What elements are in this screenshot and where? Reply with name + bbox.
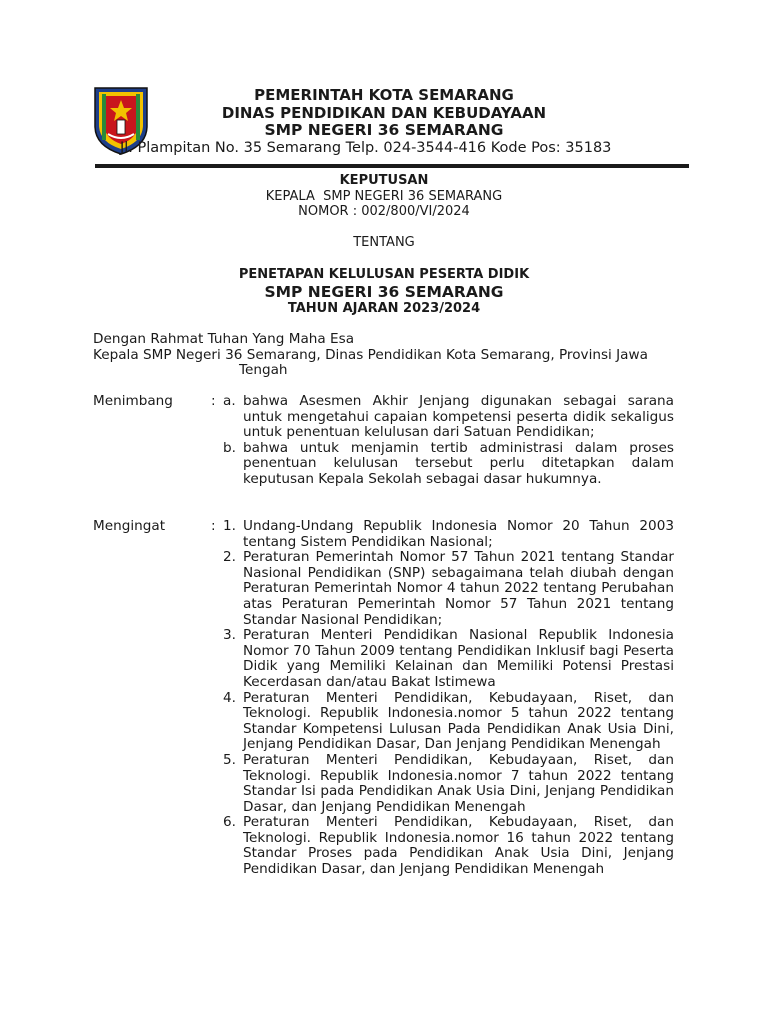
header-divider [95, 164, 689, 168]
header-school: SMP NEGERI 36 SEMARANG [264, 121, 504, 139]
decree-about: TENTANG [353, 235, 415, 250]
preamble [93, 332, 674, 379]
list-item [223, 691, 674, 753]
list-item [223, 753, 674, 815]
item-text: Peraturan Pemerintah Nomor 57 Tahun 2021 tentang Standar Nasional Pendidikan (SNP) sebagaimana telah diubah dengan Peraturan Pemerintah Nomor 4 tahun 2022 tentang Perubahan atas Peraturan Pemerintah Nomor 57 Tahun 2021 tentang Standar Nasional Pendidikan; [243, 549, 674, 628]
section-menimbang [93, 394, 674, 488]
item-text: Peraturan Menteri Pendidikan, Kebudayaan, Riset, dan Teknologi. Republik Indonesia.nomor 7 tahun 2022 tentang Standar Isi pada Pendidikan Anak Usia Dini, Jenjang Pendidikan Dasar, dan Jenjang Pendidikan Menengah [243, 751, 674, 815]
list-item [223, 550, 674, 628]
decree-subject-1: PENETAPAN KELULUSAN PESERTA DIDIK [238, 267, 530, 282]
header-government: PEMERINTAH KOTA SEMARANG [254, 86, 514, 104]
item-marker: 3. [223, 627, 236, 644]
list-item [223, 815, 674, 877]
item-marker: 4. [223, 689, 236, 706]
decree-subject-2: SMP NEGERI 36 SEMARANG [264, 283, 504, 301]
header-department: DINAS PENDIDIKAN DAN KEBUDAYAAN [221, 104, 547, 122]
item-marker: 6. [223, 814, 236, 831]
item-text: Peraturan Menteri Pendidikan, Kebudayaan, Riset, dan Teknologi. Republik Indonesia.nomor 16 tahun 2022 tentang Standar Proses pada Pendidikan Anak Usia Dini, Jenjang Pendidikan Dasar, dan Jenjang Pendidikan Menengah [243, 814, 674, 878]
section-mengingat [93, 519, 674, 878]
item-marker: 5. [223, 751, 236, 768]
preamble-line-1: Dengan Rahmat Tuhan Yang Maha Esa [93, 331, 355, 347]
preamble-line-2b: Tengah [239, 362, 288, 379]
item-marker: 1. [223, 518, 236, 534]
list-item [223, 628, 674, 690]
item-marker: a. [223, 393, 236, 409]
item-text: Peraturan Menteri Pendidikan, Kebudayaan, Riset, dan Teknologi. Republik Indonesia.nomor 5 tahun 2022 tentang Standar Kompetensi Lulusan Pada Pendidikan Anak Usia Dini, Jenjang Pendidikan Dasar, Dan Jenjang Pendidikan Menengah [243, 689, 674, 753]
decree-subject-3: TAHUN AJARAN 2023/2024 [287, 301, 481, 316]
item-marker: b. [223, 439, 236, 456]
item-text: Undang-Undang Republik Indonesia Nomor 20 Tahun 2003 tentang Sistem Pendidikan Nasional; [243, 518, 674, 550]
list-item [223, 519, 674, 550]
decree-number: NOMOR : 002/800/VI/2024 [298, 204, 470, 219]
mengingat-label: Mengingat [93, 518, 166, 534]
menimbang-colon: : [211, 393, 216, 409]
item-text: Peraturan Menteri Pendidikan Nasional Republik Indonesia Nomor 70 Tahun 2009 tentang Pendidikan Inklusif bagi Peserta Didik yang Memiliki Kelainan dan Memiliki Potensi Prestasi Kecerdasan dan/atau Bakat Istimewa [243, 627, 674, 690]
header-address: Jl. Plampitan No. 35 Semarang Telp. 024-3544-416 Kode Pos: 35183 [120, 140, 612, 156]
mengingat-colon: : [211, 518, 216, 534]
list-item [223, 441, 674, 488]
decree-title: KEPUTUSAN [339, 173, 429, 188]
decree-issuer: KEPALA SMP NEGERI 36 SEMARANG [265, 189, 503, 204]
item-text: bahwa Asesmen Akhir Jenjang digunakan sebagai sarana untuk mengetahui capaian kompetensi peserta didik sekaligus untuk penentuan kelulusan dari Satuan Pendidikan; [243, 393, 674, 441]
item-text: bahwa untuk menjamin tertib administrasi dalam proses penentuan kelulusan tersebut perlu ditetapkan dalam keputusan Kepala Sekolah sebagai dasar hukumnya. [243, 439, 674, 487]
preamble-line-2a: Kepala SMP Negeri 36 Semarang, Dinas Pendidikan Kota Semarang, Provinsi Jawa [93, 346, 648, 363]
menimbang-label: Menimbang [93, 393, 173, 409]
item-marker: 2. [223, 549, 236, 566]
list-item [223, 394, 674, 441]
